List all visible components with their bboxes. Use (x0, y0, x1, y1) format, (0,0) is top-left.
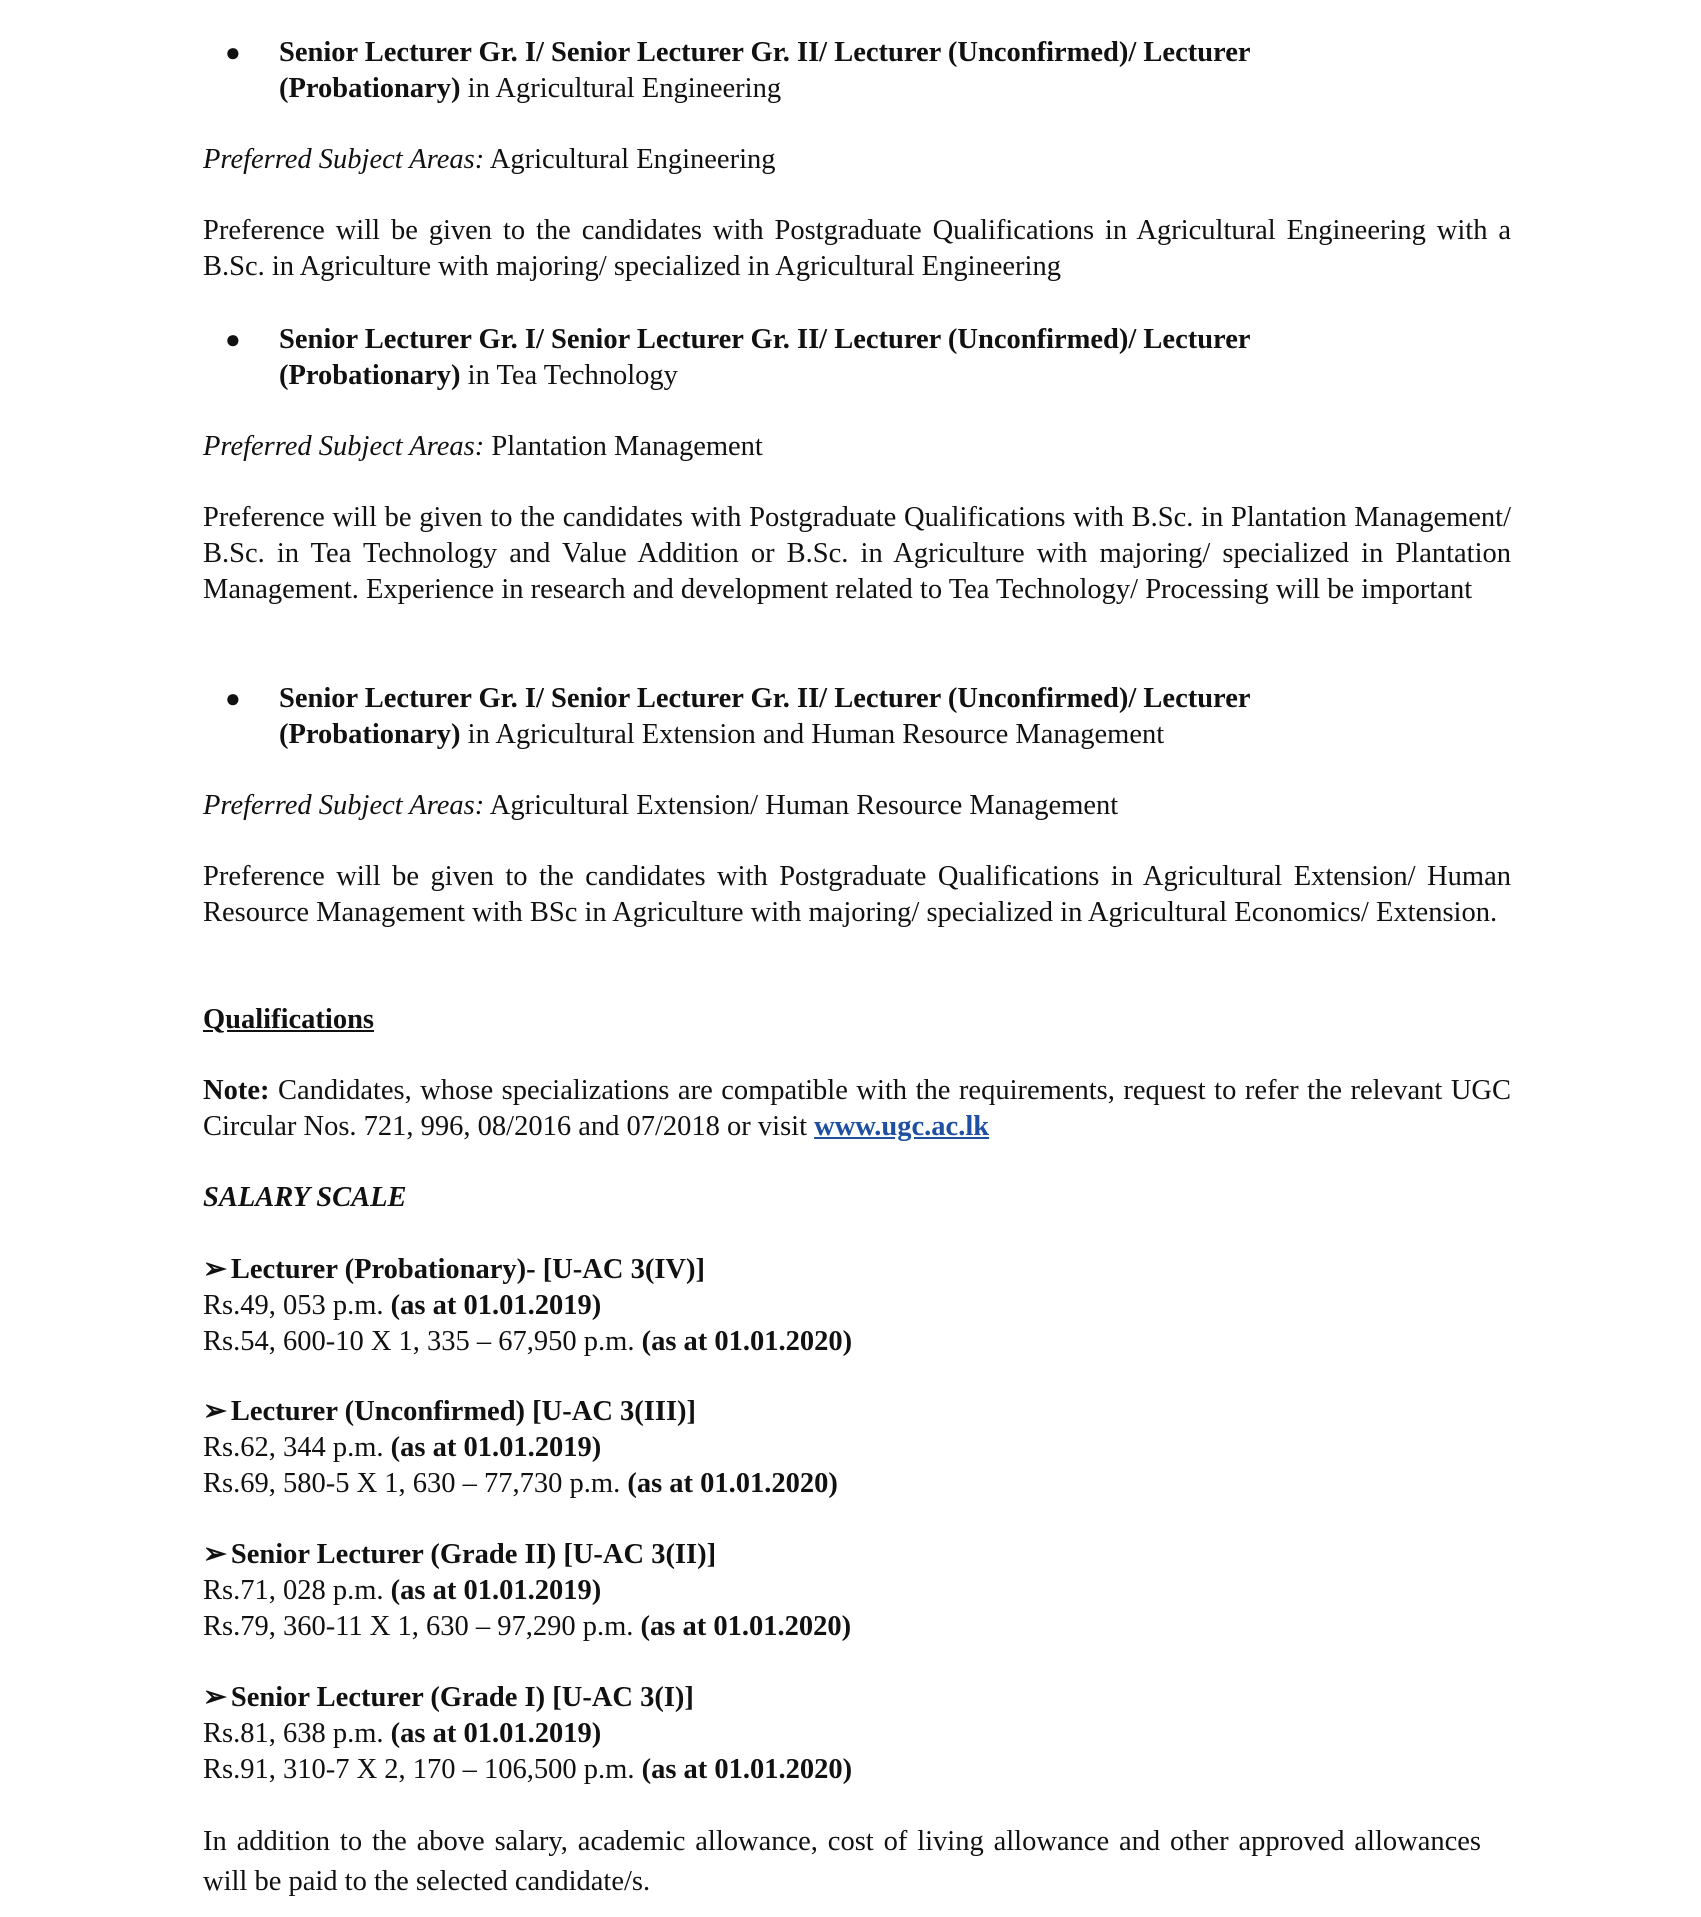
salary-value: Rs.71, 028 p.m. (203, 1575, 391, 1606)
salary-value: Rs.79, 360-11 X 1, 630 – 97,290 p.m. (203, 1611, 641, 1642)
salary-scale-heading (203, 1180, 1511, 1216)
salary-scale-heading-text: SALARY SCALE (203, 1182, 407, 1213)
preferred-label: Preferred Subject Areas: (203, 144, 485, 175)
position-title-bold: Senior Lecturer Gr. I/ Senior Lecturer Gr. II/ Lecturer (Unconfirmed)/ Lecturer (279, 324, 1251, 355)
note-text: Candidates, whose specializations are compatible with the requirements, request to refer the relevant UGC Circular Nos. 721, 996, 08/2016 and 07/2018 or visit (203, 1075, 1511, 1142)
bullet-icon: ● (225, 38, 241, 67)
salary-date: (as at 01.01.2019) (390, 1718, 602, 1749)
bullet-icon: ● (225, 684, 241, 713)
salary-value: Rs.81, 638 p.m. (203, 1718, 391, 1749)
salary-date: (as at 01.01.2019) (390, 1290, 602, 1321)
salary-title-text: Senior Lecturer (Grade II) [U-AC 3(II)] (230, 1539, 717, 1570)
salary-title-text: Lecturer (Probationary)- [U-AC 3(IV)] (230, 1254, 705, 1285)
arrow-icon: ➢ (203, 1396, 227, 1427)
position-item-agricultural-engineering (203, 35, 1511, 107)
salary-scale-lecturer-unconfirmed (203, 1394, 1303, 1502)
salary-date: (as at 01.01.2020) (641, 1326, 853, 1357)
position-title (279, 681, 1379, 753)
qualifications-heading (203, 1002, 1511, 1038)
position-title-bold-2: (Probationary) (279, 360, 461, 391)
salary-line-2019 (203, 1573, 1303, 1609)
salary-date: (as at 01.01.2020) (627, 1468, 838, 1499)
salary-title (203, 1537, 1303, 1573)
preferred-label: Preferred Subject Areas: (203, 431, 485, 462)
salary-value: Rs.69, 580-5 X 1, 630 – 77,730 p.m. (203, 1468, 628, 1499)
salary-value: Rs.49, 053 p.m. (203, 1290, 391, 1321)
salary-title (203, 1252, 1303, 1288)
salary-scale-lecturer-probationary (203, 1252, 1303, 1360)
preferred-value: Agricultural Engineering (484, 144, 776, 175)
salary-value: Rs.62, 344 p.m. (203, 1432, 391, 1463)
position-title-bold-2: (Probationary) (279, 719, 461, 750)
salary-date: (as at 01.01.2019) (390, 1575, 602, 1606)
position-title (279, 322, 1379, 394)
position-title-rest: in Tea Technology (460, 360, 678, 391)
preferred-subject-areas (203, 788, 1511, 824)
position-item-agricultural-extension (203, 681, 1511, 753)
salary-title (203, 1680, 1303, 1716)
position-title-bold-2: (Probationary) (279, 73, 461, 104)
salary-value: Rs.91, 310-7 X 2, 170 – 106,500 p.m. (203, 1754, 642, 1785)
arrow-icon: ➢ (203, 1254, 227, 1285)
preferred-subject-areas (203, 142, 1511, 178)
preference-paragraph: Preference will be given to the candidates with Postgraduate Qualifications with B.Sc. in Plantation Management/ B.Sc. in Tea Technology and Value Addition or B.Sc. in Agriculture with majoring/ specialized in Plantation Management. Experience in research and development related to Tea Technology/ Processing will be important (203, 502, 1511, 605)
salary-scale-senior-lecturer-grade-i (203, 1680, 1303, 1788)
salary-line-2020 (203, 1609, 1303, 1645)
preference-paragraph: Preference will be given to the candidates with Postgraduate Qualifications in Agricultural Engineering with a B.Sc. in Agriculture with majoring/ specialized in Agricultural Engineering (203, 215, 1511, 282)
position-title-bold: Senior Lecturer Gr. I/ Senior Lecturer Gr. II/ Lecturer (Unconfirmed)/ Lecturer (279, 37, 1251, 68)
salary-line-2019 (203, 1716, 1303, 1752)
salary-date: (as at 01.01.2020) (641, 1754, 853, 1785)
salary-title-text: Lecturer (Unconfirmed) [U-AC 3(III)] (230, 1396, 697, 1427)
qualifications-heading-text: Qualifications (203, 1004, 375, 1035)
position-title-rest: in Agricultural Engineering (460, 73, 782, 104)
salary-line-2020 (203, 1324, 1303, 1360)
arrow-icon: ➢ (203, 1539, 227, 1570)
salary-value: Rs.54, 600-10 X 1, 335 – 67,950 p.m. (203, 1326, 642, 1357)
bullet-icon: ● (225, 325, 241, 354)
salary-line-2020 (203, 1752, 1303, 1788)
preference-paragraph: Preference will be given to the candidates with Postgraduate Qualifications in Agricultural Extension/ Human Resource Management with BSc in Agriculture with majoring/ specialized in Agricultural Economics/ Extension. (203, 861, 1511, 928)
allowances-paragraph: In addition to the above salary, academic allowance, cost of living allowance and other approved allowances will be paid to the selected candidate/s. (203, 1826, 1481, 1897)
position-title-bold: Senior Lecturer Gr. I/ Senior Lecturer Gr. II/ Lecturer (Unconfirmed)/ Lecturer (279, 683, 1251, 714)
salary-title (203, 1394, 1303, 1430)
note-label: Note: (203, 1075, 270, 1106)
salary-scale-senior-lecturer-grade-ii (203, 1537, 1303, 1645)
salary-line-2019 (203, 1288, 1303, 1324)
salary-line-2020 (203, 1466, 1303, 1502)
ugc-website-link[interactable]: www.ugc.ac.lk (814, 1111, 990, 1142)
arrow-icon: ➢ (203, 1682, 227, 1713)
position-item-tea-technology (203, 322, 1511, 394)
salary-line-2019 (203, 1430, 1303, 1466)
preferred-label: Preferred Subject Areas: (203, 790, 485, 821)
preferred-value: Plantation Management (484, 431, 763, 462)
preferred-subject-areas (203, 429, 1511, 465)
qualifications-note (203, 1073, 1511, 1145)
preferred-value: Agricultural Extension/ Human Resource Management (484, 790, 1119, 821)
position-title-rest: in Agricultural Extension and Human Resource Management (460, 719, 1165, 750)
salary-date: (as at 01.01.2020) (640, 1611, 852, 1642)
salary-title-text: Senior Lecturer (Grade I) [U-AC 3(I)] (230, 1682, 694, 1713)
position-title (279, 35, 1379, 107)
salary-date: (as at 01.01.2019) (390, 1432, 602, 1463)
